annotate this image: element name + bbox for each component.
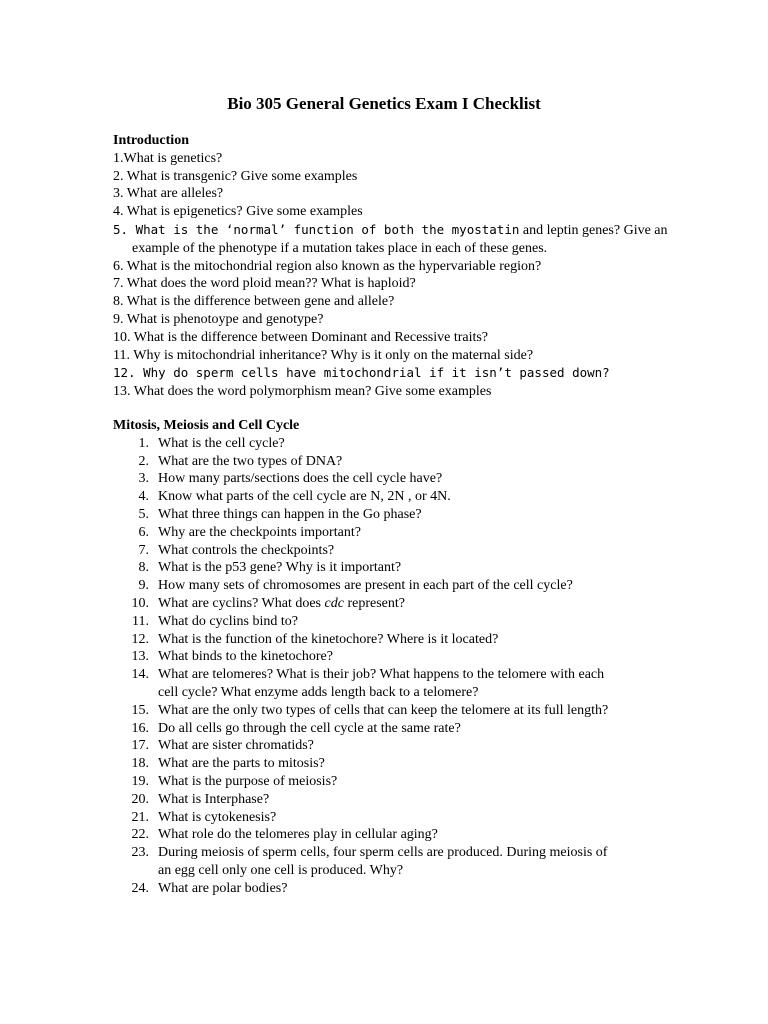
list-item: 2. What are the two types of DNA? bbox=[138, 453, 343, 469]
list-item: 11. Why is mitochondrial inheritance? Why is it only on the maternal side? bbox=[113, 347, 534, 363]
list-item: 19. What is the purpose of meiosis? bbox=[131, 773, 338, 789]
list-item: 20. What is Interphase? bbox=[131, 791, 270, 807]
list-item: 15. What are the only two types of cells that can keep the telomere at its full length? bbox=[131, 702, 609, 718]
list-item: 9. What is phenotoype and genotype? bbox=[113, 311, 324, 327]
list-item: 23. During meiosis of sperm cells, four sperm cells are produced. During meiosis of an egg cell only one cell is produced. Why? bbox=[131, 845, 608, 878]
mitosis-list bbox=[113, 435, 673, 898]
list-item: 10. What is the difference between Dominant and Recessive traits? bbox=[113, 329, 489, 345]
list-item: 5. What is the ‘normal’ function of both the myostatin and leptin genes? Give an example of the phenotype if a mutation takes place in each of these genes. bbox=[113, 221, 668, 256]
list-item: 5. What three things can happen in the Go phase? bbox=[138, 506, 422, 522]
list-item: 1. What is the cell cycle? bbox=[138, 435, 285, 451]
mitosis-section bbox=[113, 417, 673, 898]
list-item: 4. Know what parts of the cell cycle are N, 2N , or 4N. bbox=[138, 489, 451, 505]
list-item: 2. What is transgenic? Give some examples bbox=[113, 168, 358, 184]
list-item: 12. Why do sperm cells have mitochondrial if it isn’t passed down? bbox=[113, 365, 610, 381]
list-item: 11. What do cyclins bind to? bbox=[132, 613, 298, 629]
introduction-heading: Introduction bbox=[113, 133, 189, 148]
list-item: 6. What is the mitochondrial region also known as the hypervariable region? bbox=[113, 258, 542, 274]
list-item: 21. What is cytokenesis? bbox=[131, 809, 277, 825]
list-item: 17. What are sister chromatids? bbox=[131, 738, 314, 754]
list-item: 16. Do all cells go through the cell cycle at the same rate? bbox=[131, 720, 461, 736]
list-item: 9. How many sets of chromosomes are present in each part of the cell cycle? bbox=[138, 578, 573, 594]
mitosis-heading: Mitosis, Meiosis and Cell Cycle bbox=[113, 418, 300, 433]
list-item: 22. What role do the telomeres play in cellular aging? bbox=[131, 827, 438, 843]
list-item: 8. What is the difference between gene and allele? bbox=[113, 294, 395, 310]
list-item: 4. What is epigenetics? Give some examples bbox=[113, 204, 363, 220]
list-item: 13. What does the word polymorphism mean? Give some examples bbox=[113, 384, 492, 400]
list-item: 7. What controls the checkpoints? bbox=[138, 542, 335, 558]
list-item: 1.What is genetics? bbox=[113, 150, 223, 166]
list-item: 3. How many parts/sections does the cell cycle have? bbox=[138, 471, 443, 487]
page-title: Bio 305 General Genetics Exam I Checklist bbox=[227, 94, 541, 113]
list-item: 3. What are alleles? bbox=[113, 186, 224, 202]
list-item: 24. What are polar bodies? bbox=[131, 880, 288, 896]
list-item: 6. Why are the checkpoints important? bbox=[138, 524, 361, 540]
introduction-section bbox=[113, 132, 673, 401]
list-item: 12. What is the function of the kinetochore? Where is it located? bbox=[131, 631, 499, 647]
list-item: 7. What does the word ploid mean?? What is haploid? bbox=[113, 276, 416, 292]
list-item: 13. What binds to the kinetochore? bbox=[131, 649, 333, 665]
list-item: 8. What is the p53 gene? Why is it important? bbox=[138, 560, 402, 576]
list-item: 14. What are telomeres? What is their job? What happens to the telomere with each cell cycle? What enzyme adds length back to a telomere? bbox=[131, 667, 605, 700]
list-item: 10. What are cyclins? What does cdc represent? bbox=[131, 595, 405, 611]
list-item: 18. What are the parts to mitosis? bbox=[131, 756, 325, 772]
introduction-list bbox=[113, 150, 673, 401]
